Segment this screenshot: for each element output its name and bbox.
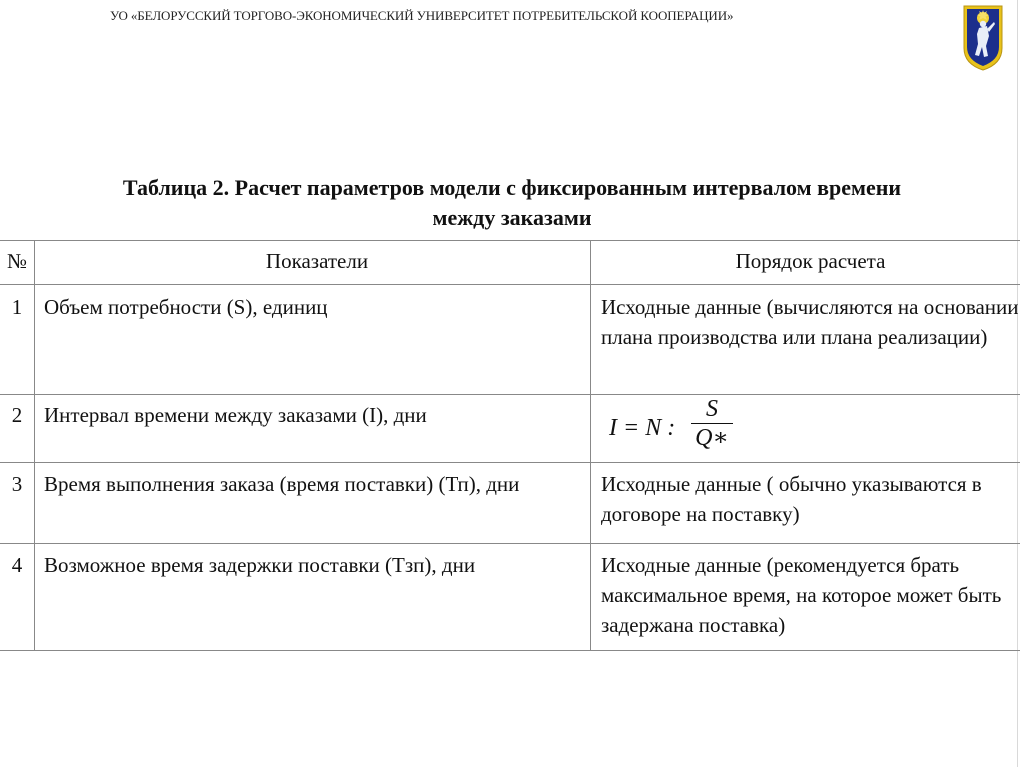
indicator-cell: Интервал времени между заказами (I), дни [35, 395, 591, 463]
table-row [0, 544, 1020, 651]
formula-fraction [689, 395, 735, 452]
university-emblem-icon [962, 2, 1004, 72]
table-title [0, 173, 1024, 233]
formula-denominator: Q∗ [695, 425, 729, 451]
table-title-line-1: Таблица 2. Расчет параметров модели с фиксированным интервалом времени [122, 175, 902, 200]
formula-numerator: S [706, 396, 718, 422]
indicator-cell: Время выполнения заказа (время поставки) (Тп), дни [35, 463, 591, 544]
row-number: 4 [0, 544, 35, 651]
formula-lhs: I = N : [609, 415, 676, 441]
row-number: 1 [0, 285, 35, 395]
table-row [0, 285, 1020, 395]
table-header-row [0, 241, 1020, 285]
indicator-cell: Возможное время задержки поставки (Тзп), дни [35, 544, 591, 651]
row-number: 3 [0, 463, 35, 544]
table-title-line-2: между заказами [432, 205, 592, 230]
calculation-cell: Исходные данные (вычисляются на основании плана производства или плана реализации) [591, 285, 1021, 395]
interval-formula [601, 396, 1020, 460]
table-row [0, 463, 1020, 544]
row-number: 2 [0, 395, 35, 463]
calculation-cell: Исходные данные ( обычно указываются в договоре на поставку) [591, 463, 1021, 544]
column-header-indicators: Показатели [35, 241, 591, 285]
indicator-cell: Объем потребности (S), единиц [35, 285, 591, 395]
column-header-number: № [0, 241, 35, 285]
table-row [0, 395, 1020, 463]
institution-header: УО «БЕЛОРУССКИЙ ТОРГОВО-ЭКОНОМИЧЕСКИЙ УНИВЕРСИТЕТ ПОТРЕБИТЕЛЬСКОЙ КООПЕРАЦИИ» [110, 8, 734, 23]
calculation-cell [591, 395, 1021, 463]
column-header-calculation: Порядок расчета [591, 241, 1021, 285]
calculation-table [0, 240, 1020, 651]
calculation-cell: Исходные данные (рекомендуется брать максимальное время, на которое может быть задержана поставка) [591, 544, 1021, 651]
